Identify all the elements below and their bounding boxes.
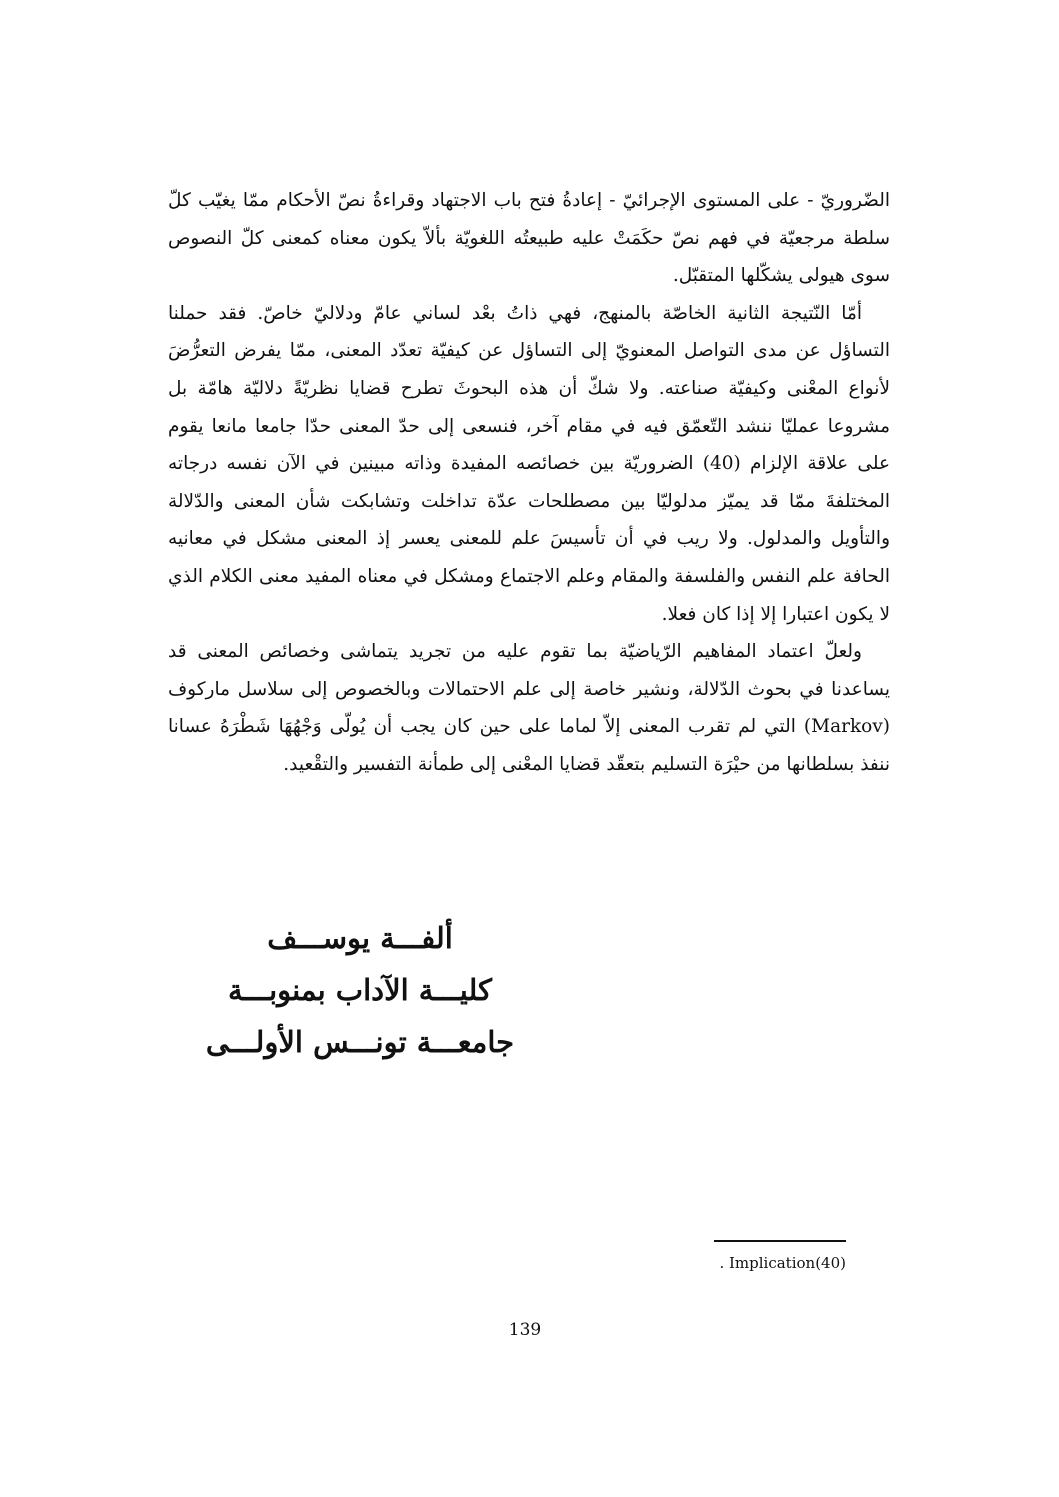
author-faculty: كليـــة الآداب بمنوبـــة — [228, 973, 492, 1007]
paragraph-mathematical-concepts: ولعلّ اعتماد المفاهيم الرّياضيّة بما تقوم عليه من تجريد يتماشى وخصائص المعنى قد يساعدنا في بحوث الدّلالة، ونشير خاصة إلى علم الاحتمالات وبالخصوص إلى سلاسل ماركوف (Markov) التي لم تقرب المعنى إلاّ لماما على حين كان يجب أن يُولّى وَجْهُهَا شَطْرَهُ عسانا ننفذ بسلطانها من حيْرَة التسليم بتعقّد قضايا المعْنى إلى طمأنة التفسير والتقْعيد. — [168, 641, 890, 775]
author-university: جامعـــة تونـــس الأولـــى — [205, 1025, 515, 1059]
footnote-divider — [714, 1240, 846, 1242]
footnote-40: . Implication(40) — [719, 1254, 846, 1272]
paragraph-method-result: أمّا النّتيجة الثانية الخاصّة بالمنهج، فهي ذاتُ بعْد لساني عامّ ودلاليّ خاصّ. فقد حملنا التساؤل عن مدى التواصل المعنويّ إلى التساؤل عن كيفيّة تعدّد المعنى، ممّا يفرض التعرُّضَ لأنواع المعْنى وكيفيّة صناعته. ولا شكّ أن هذه البحوثَ تطرح قضايا نظريّةً دلاليّة هامّة بل مشروعا عمليّا ننشد التّعمّق فيه في مقام آخر، فنسعى إلى حدّ المعنى حدّا جامعا مانعا يقوم على علاقة الإلزام (40) الضروريّة بين خصائصه المفيدة وذاته مبينين في الآن نفسه درجاته المختلفةَ ممّا قد يميّز مدلوليّا بين مصطلحات عدّة تداخلت وتشابكت شأن المعنى والدّلالة والتأويل والمدلول. ولا ريب في أن تأسيسَ علم للمعنى يعسر إذ المعنى مشكل في معانيه الحافة علم النفس والفلسفة والمقام وعلم الاجتماع ومشكل في معناه المفيد معنى الكلام الذي لا يكون اعتبارا إلا إذا كان فعلا. — [168, 302, 890, 625]
author-signature-block — [180, 912, 540, 1068]
body-text — [168, 182, 890, 784]
page-number: 139 — [508, 1320, 542, 1340]
paragraph-continuation: الضّروريّ - على المستوى الإجرائيّ - إعادةُ فتح باب الاجتهاد وقراءةُ نصّ الأحكام ممّا يغيّب كلّ سلطة مرجعيّة في فهم نصّ حكَمَتْ عليه طبيعتُه اللغويّة بألاّ يكون معناه كمعنى كلّ النصوص سوى هيولى يشكّلها المتقبّل. — [168, 190, 890, 287]
author-name: ألفـــة يوســـف — [267, 921, 453, 955]
